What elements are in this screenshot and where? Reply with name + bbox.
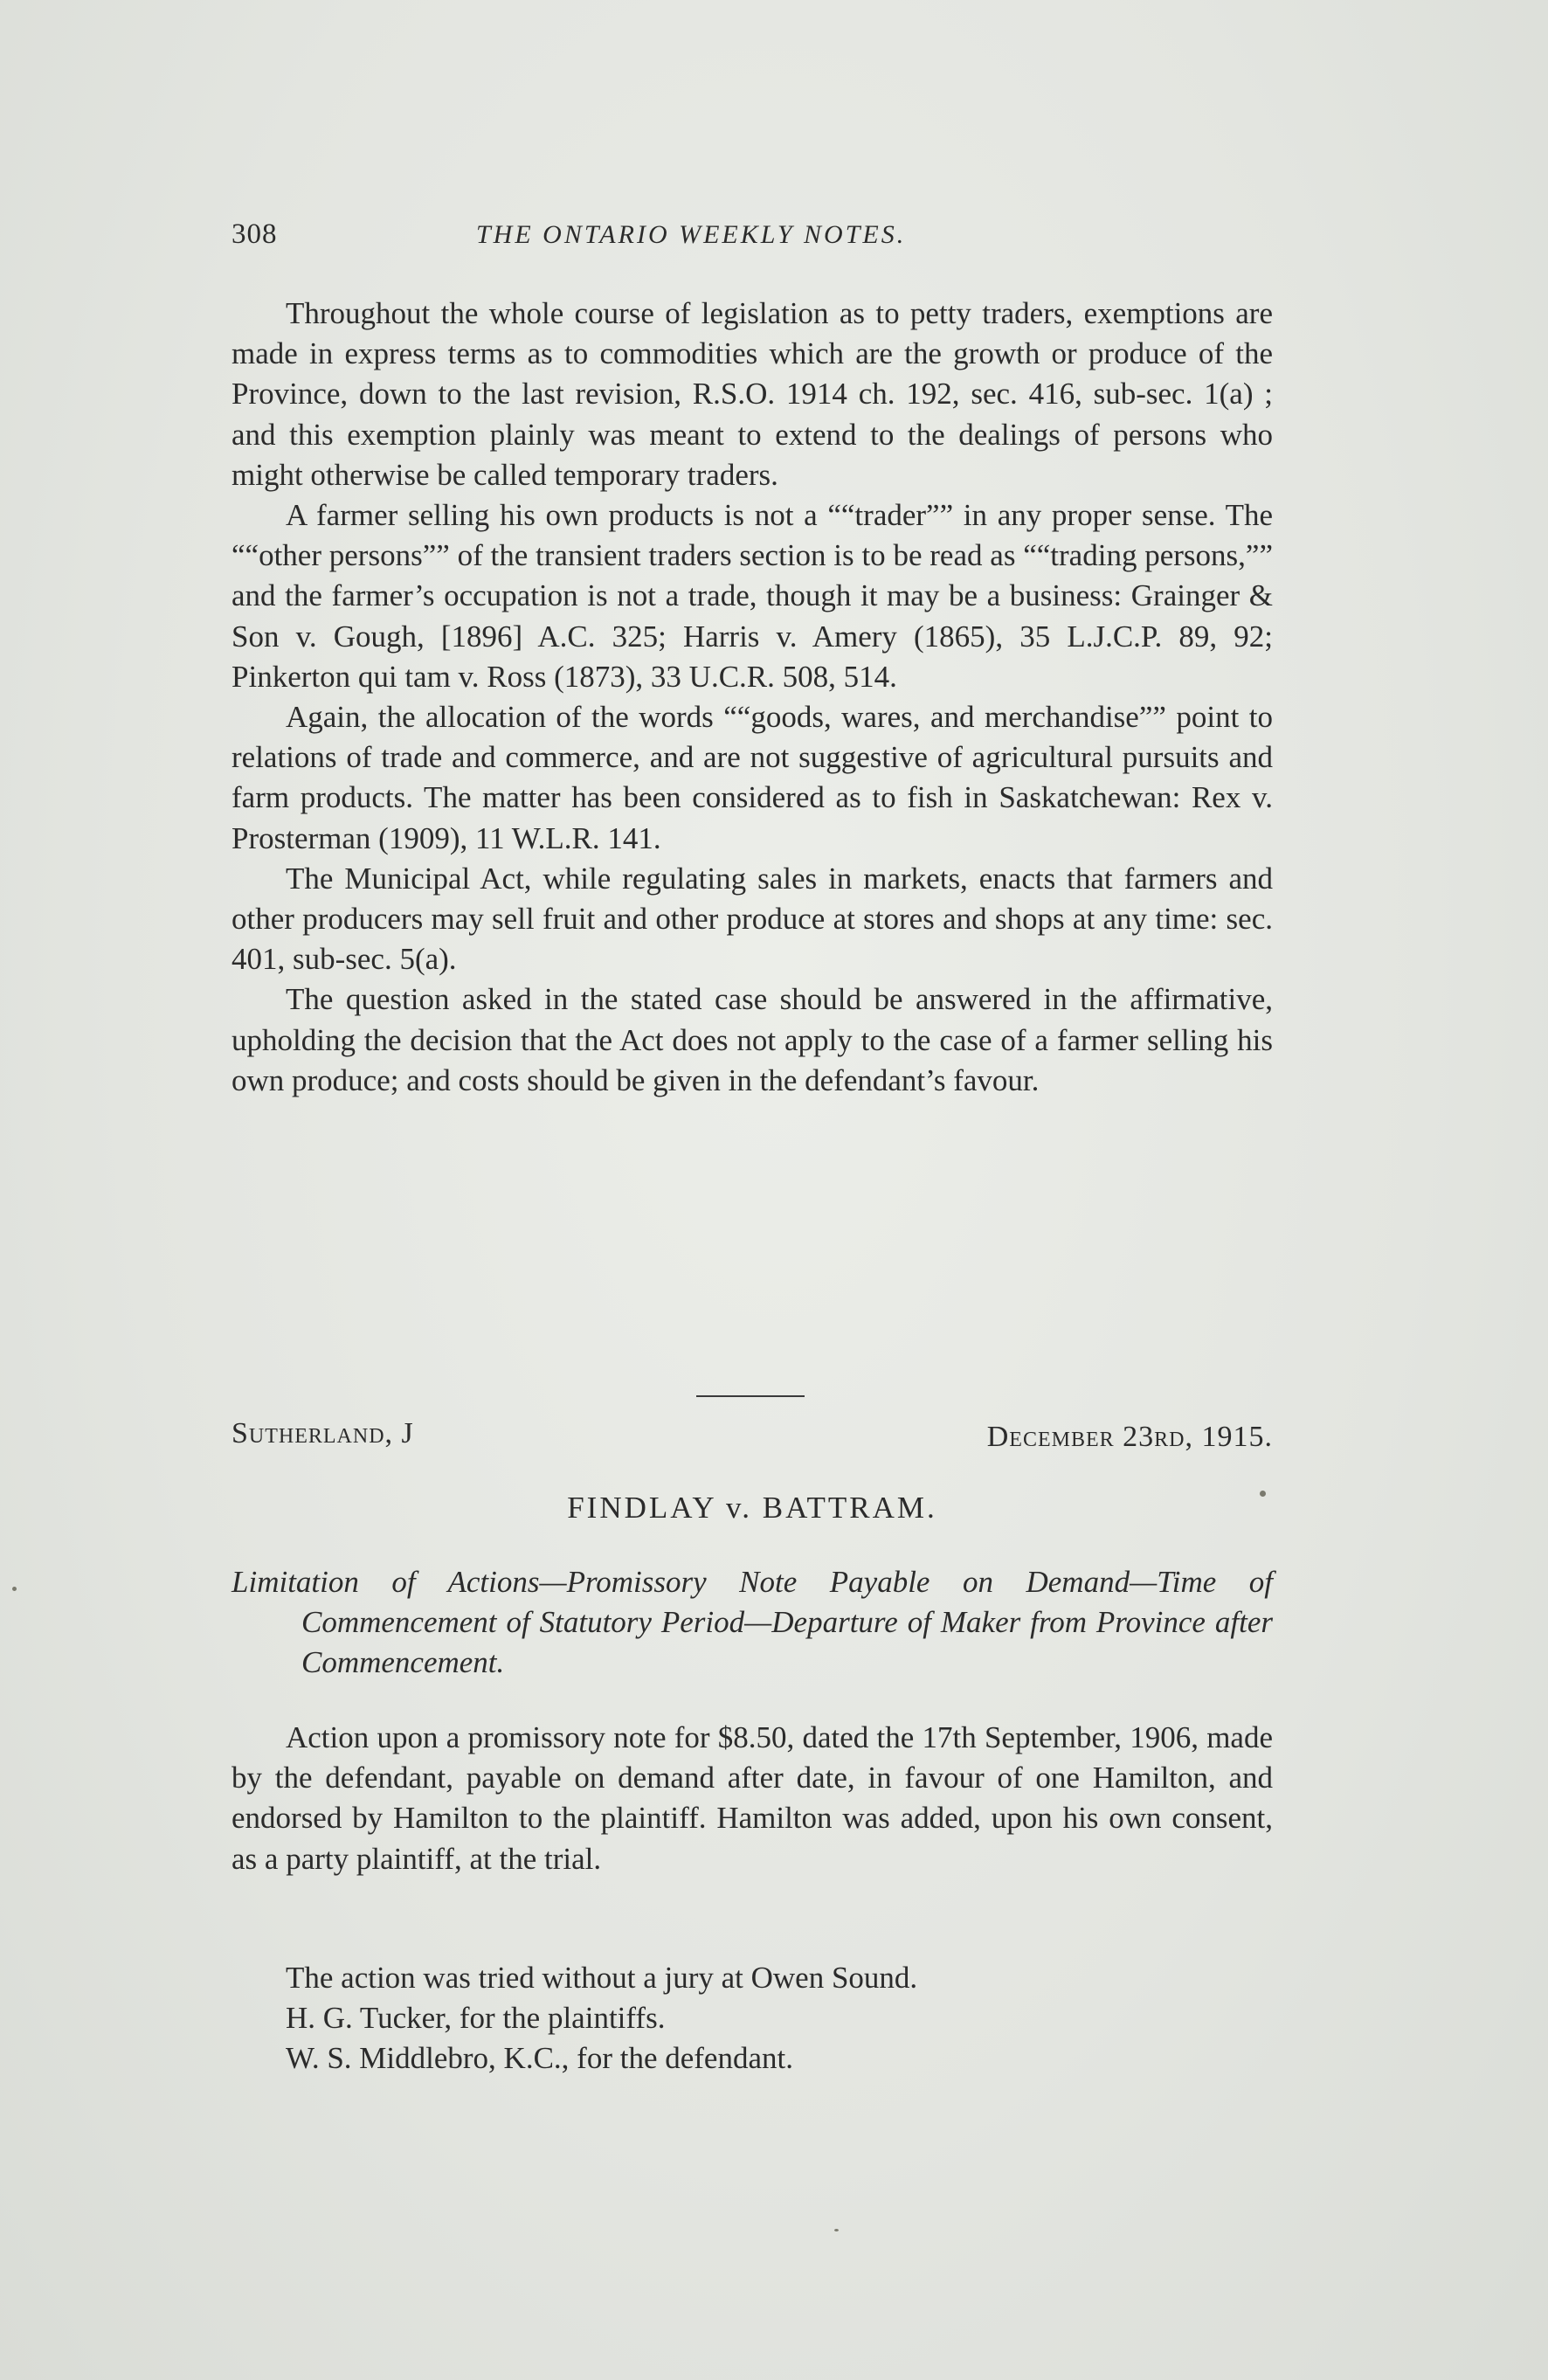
- paragraph: The question asked in the stated case should be answered in the affirmative, upholding the decision that the Act does not apply to the case of a farmer selling his own produce; and costs should be given in the defendant’s favour.: [232, 982, 1273, 1097]
- trial-details: [232, 1958, 1273, 2079]
- paragraph: The Municipal Act, while regulating sales in markets, enacts that farmers and other producers may sell fruit and other produce at stores and shops at any time: sec. 401, sub-sec. 5(a).: [232, 861, 1273, 977]
- case-title: FINDLAY v. BATTRAM.: [567, 1491, 937, 1525]
- section-divider: [696, 1395, 805, 1397]
- paper-speck: [12, 1587, 17, 1591]
- paragraph: H. G. Tucker, for the plaintiffs.: [286, 2001, 666, 2036]
- paragraph: A farmer selling his own products is not a ““trader”” in any proper sense. The ““other persons”” of the transient traders section is to be read as ““trading persons,”” and the farmer’s occupation is not a trade, though it may be a business: Grainger & Son v. Gough, [1896] A.C. 325; Harris v. Amery (1865), 35 L.J.C.P. 89, 92; Pinkerton qui tam v. Ross (1873), 33 U.C.R. 508, 514.: [232, 498, 1273, 694]
- case-statement: [232, 1718, 1273, 1879]
- paper-speck: [834, 2229, 839, 2231]
- paragraph: Again, the allocation of the words ““goods, wares, and merchandise”” point to relations of trade and commerce, and are not suggestive of agricultural pursuits and farm products. The matter has been considered as to fish in Saskatchewan: Rex v. Prosterman (1909), 11 W.L.R. 141.: [232, 700, 1273, 855]
- paragraph: The action was tried without a jury at Owen Sound.: [286, 1961, 918, 1995]
- case-meta: [232, 1417, 1273, 1461]
- paper-speck: [1260, 1491, 1266, 1497]
- running-head: [232, 218, 1273, 262]
- paragraph: W. S. Middlebro, K.C., for the defendant.: [286, 2041, 793, 2076]
- page-number: 308: [232, 218, 278, 250]
- judge-name: Sutherland, J: [232, 1417, 414, 1449]
- paragraph: Throughout the whole course of legislation as to petty traders, exemptions are made in express terms as to commodities which are the growth or produce of the Province, down to the last revision, R.S.O. 1914 ch. 192, sec. 416, sub-sec. 1(a) ; and this exemption plainly was meant to extend to the dealings of persons who might otherwise be called temporary traders.: [232, 296, 1273, 492]
- journal-title: THE ONTARIO WEEKLY NOTES.: [476, 220, 907, 249]
- headnote: [232, 1562, 1273, 1683]
- decision-date: December 23rd, 1915.: [986, 1421, 1273, 1453]
- paragraph: Action upon a promissory note for $8.50, dated the 17th September, 1906, made by the defendant, payable on demand after date, in favour of one Hamilton, and endorsed by Hamilton to the plaintiff. Hamilton was added, upon his own consent, as a party plaintiff, at the trial.: [232, 1720, 1273, 1876]
- opinion-text: [232, 294, 1273, 1101]
- headnote-text: Limitation of Actions—Promissory Note Payable on Demand—Time of Commencement of Statutory Period—Departure of Maker from Province after Commencement.: [232, 1565, 1273, 1679]
